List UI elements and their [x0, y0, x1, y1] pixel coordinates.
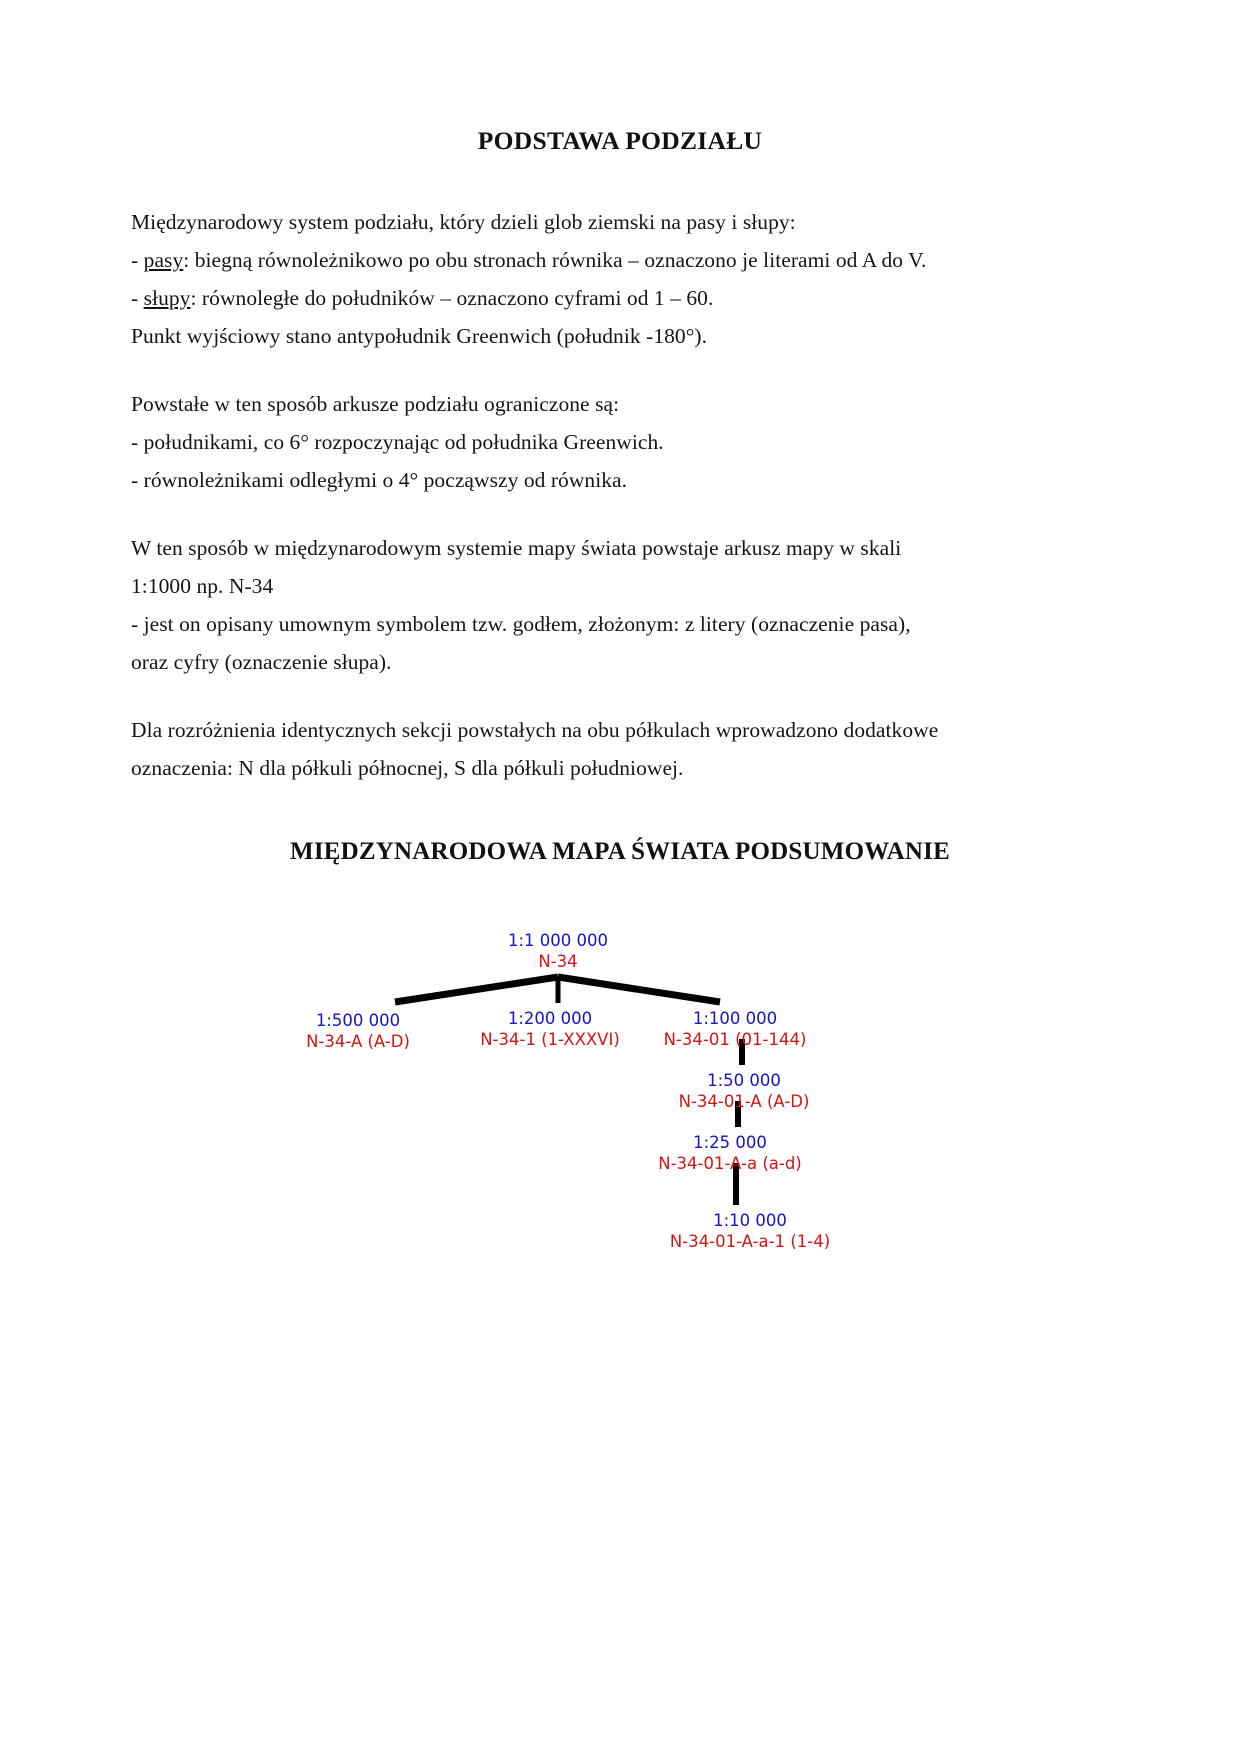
tree-node-1-1000000	[508, 930, 608, 972]
text-line: - równoleżnikami odległymi o 4° począwszy od równika.	[131, 468, 628, 492]
tree-node-1-500000	[306, 1010, 410, 1052]
text-line	[131, 279, 1011, 317]
tree-connector-lines	[250, 915, 990, 1285]
node-sheet-label: N-34	[538, 952, 578, 971]
tree-node-1-50000	[679, 1070, 810, 1112]
node-sheet-label: N-34-01 (01-144)	[663, 1030, 807, 1049]
node-sheet-label: N-34-01-A-a (a-d)	[658, 1154, 802, 1173]
text-line: W ten sposób w międzynarodowym systemie mapy świata powstaje arkusz mapy w skali	[131, 536, 902, 560]
text-line: Dla rozróżnienia identycznych sekcji powstałych na obu półkulach wprowadzono dodatkowe	[131, 718, 939, 742]
node-scale-label: 1:1 000 000	[507, 931, 609, 950]
node-sheet-label: N-34-A (A-D)	[306, 1032, 410, 1051]
paragraph-polkule	[131, 711, 1011, 787]
node-sheet-label: N-34-01-A-a-1 (1-4)	[669, 1232, 831, 1251]
node-scale-label: 1:50 000	[707, 1071, 781, 1090]
tree-node-1-200000	[480, 1008, 620, 1050]
text-line	[131, 241, 1011, 279]
line-prefix: -	[131, 248, 144, 272]
paragraph-arkusze	[131, 385, 1011, 499]
text-line: Powstałe w ten sposób arkusze podziału ograniczone są:	[131, 392, 620, 416]
tree-node-1-10000	[670, 1210, 830, 1252]
page-title: PODSTAWA PODZIAŁU	[477, 126, 763, 155]
text-line: - południkami, co 6° rozpoczynając od południka Greenwich.	[131, 430, 664, 454]
node-scale-label: 1:200 000	[507, 1009, 593, 1028]
text-line: oraz cyfry (oznaczenie słupa).	[131, 650, 392, 674]
line-rest: : równoległe do południków – oznaczono cyframi od 1 – 60.	[190, 286, 714, 310]
edge-root-to-500k	[395, 977, 558, 1002]
paragraph-skala	[131, 529, 1011, 681]
tree-node-1-100000	[664, 1008, 807, 1050]
text-line: - jest on opisany umownym symbolem tzw. godłem, złożonym: z litery (oznaczenie pasa),	[131, 612, 911, 636]
text-line: Punkt wyjściowy stano antypołudnik Greenwich (południk -180°).	[131, 324, 707, 348]
edge-root-to-100k	[558, 977, 720, 1002]
node-scale-label: 1:10 000	[713, 1211, 787, 1230]
map-division-tree-diagram	[250, 915, 990, 1285]
node-scale-label: 1:25 000	[693, 1133, 767, 1152]
underlined-term: pasy	[143, 248, 184, 272]
node-scale-label: 1:500 000	[315, 1011, 401, 1030]
paragraph-intro	[131, 203, 1011, 355]
node-scale-label: 1:100 000	[692, 1009, 778, 1028]
line-prefix: -	[131, 286, 144, 310]
text-line: oznaczenia: N dla półkuli północnej, S dla półkuli południowej.	[131, 756, 684, 780]
node-sheet-label: N-34-1 (1-XXXVI)	[480, 1030, 620, 1049]
text-line: Międzynarodowy system podziału, który dzieli glob ziemski na pasy i słupy:	[131, 210, 796, 234]
text-line: 1:1000 np. N-34	[131, 574, 274, 598]
document-body	[131, 203, 1011, 787]
underlined-term: słupy	[143, 286, 191, 310]
section-title: MIĘDZYNARODOWA MAPA ŚWIATA PODSUMOWANIE	[290, 838, 950, 865]
node-sheet-label: N-34-01-A (A-D)	[678, 1092, 810, 1111]
tree-node-1-25000	[658, 1132, 801, 1174]
line-rest: : biegną równoleżnikowo po obu stronach równika – oznaczono je literami od A do V.	[183, 248, 927, 272]
